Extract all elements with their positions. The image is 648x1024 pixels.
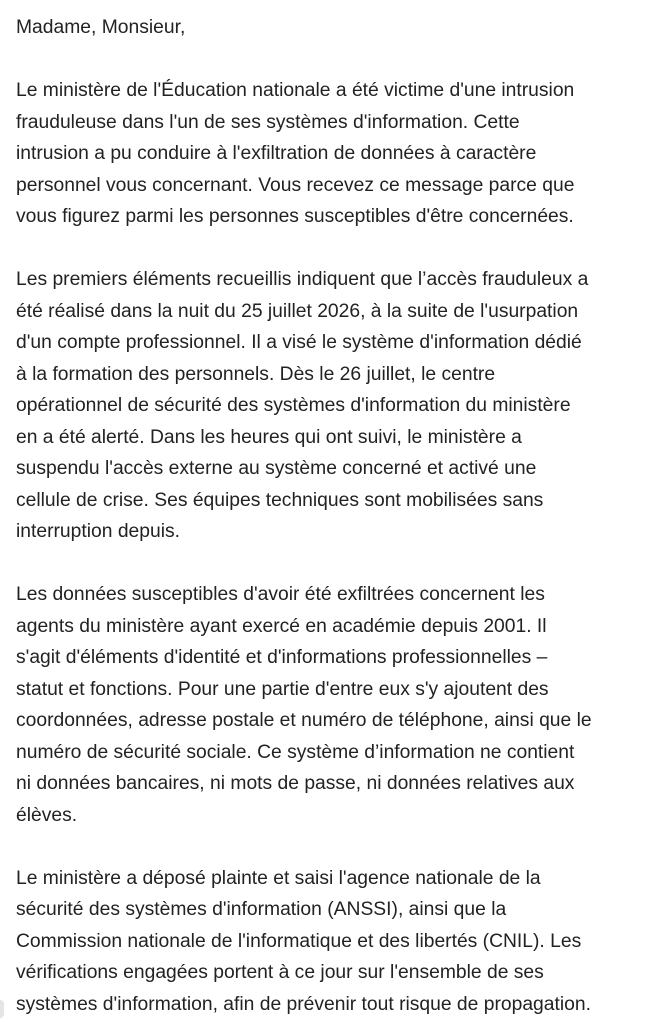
paragraph-first-findings bbox=[16, 264, 644, 548]
paragraph-line: élèves. bbox=[16, 804, 78, 826]
paragraph-gap bbox=[16, 233, 644, 265]
paragraph-line: cellule de crise. Ses équipes techniques sont mobilisées sans bbox=[16, 489, 544, 511]
paragraph-line: vérifications engagées portent à ce jour sur l'ensemble de ses bbox=[16, 962, 544, 983]
paragraph-line: vous figurez parmi les personnes susceptibles d'être concernées. bbox=[16, 206, 574, 227]
paragraph-line: sécurité des systèmes d'information (ANSSI), ainsi que la bbox=[16, 899, 507, 920]
paragraph-gap bbox=[16, 831, 644, 863]
paragraph-line: interruption depuis. bbox=[16, 521, 180, 542]
paragraph-line: frauduleuse dans l'un de ses systèmes d'information. Cette bbox=[16, 111, 520, 133]
paragraph-line: d'un compte professionnel. Il a visé le système d'information dédié bbox=[16, 332, 582, 353]
paragraph-line: statut et fonctions. Pour une partie d'entre eux s'y ajoutent des bbox=[16, 678, 549, 700]
paragraph-line: Le ministère de l'Éducation nationale a été victime d'une intrusion bbox=[16, 80, 575, 101]
paragraph-line: systèmes d'information, afin de prévenir tout risque de propagation. bbox=[16, 993, 591, 1015]
paragraph-line: Les données susceptibles d'avoir été exfiltrées concernent les bbox=[16, 584, 545, 605]
paragraph-line: agents du ministère ayant exercé en académie depuis 2001. Il bbox=[16, 615, 547, 637]
greeting: Madame, Monsieur, bbox=[16, 17, 186, 38]
paragraph-line: Le ministère a déposé plainte et saisi l'agence nationale de la bbox=[16, 867, 541, 889]
paragraph-gap bbox=[16, 44, 644, 76]
paragraph-line: ni données bancaires, ni mots de passe, ni données relatives aux bbox=[16, 773, 575, 794]
paragraph-intrusion bbox=[16, 75, 644, 233]
letter-body bbox=[16, 12, 644, 1020]
paragraph-exfiltrated-data bbox=[16, 579, 644, 831]
paragraph-line: Commission nationale de l'informatique et des libertés (CNIL). Les bbox=[16, 930, 582, 952]
paragraph-line: opérationnel de sécurité des systèmes d'information du ministère bbox=[16, 395, 571, 416]
paragraph-line: Les premiers éléments recueillis indiquent que l’accès frauduleux a bbox=[16, 269, 589, 290]
paragraph-gap bbox=[16, 548, 644, 580]
paragraph-line: s'agit d'éléments d'identité et d'informations professionnelles – bbox=[16, 647, 548, 668]
paragraph-line: en a été alerté. Dans les heures qui ont suivi, le ministère a bbox=[16, 426, 522, 448]
paragraph-line: suspendu l'accès externe au système concerné et activé une bbox=[16, 458, 537, 479]
paragraph-line: coordonnées, adresse postale et numéro de téléphone, ainsi que le bbox=[16, 710, 592, 731]
paragraph-line: à la formation des personnels. Dès le 26 juillet, le centre bbox=[16, 363, 496, 385]
paragraph-line: personnel vous concernant. Vous recevez ce message parce que bbox=[16, 174, 575, 196]
paragraph-line: intrusion a pu conduire à l'exfiltration de données à caractère bbox=[16, 143, 537, 164]
edge-handle bbox=[0, 1000, 4, 1018]
paragraph-complaint bbox=[16, 863, 644, 1021]
paragraph-line: numéro de sécurité sociale. Ce système d’information ne contient bbox=[16, 741, 575, 763]
paragraph-line: été réalisé dans la nuit du 25 juillet 2026, à la suite de l'usurpation bbox=[16, 300, 579, 322]
